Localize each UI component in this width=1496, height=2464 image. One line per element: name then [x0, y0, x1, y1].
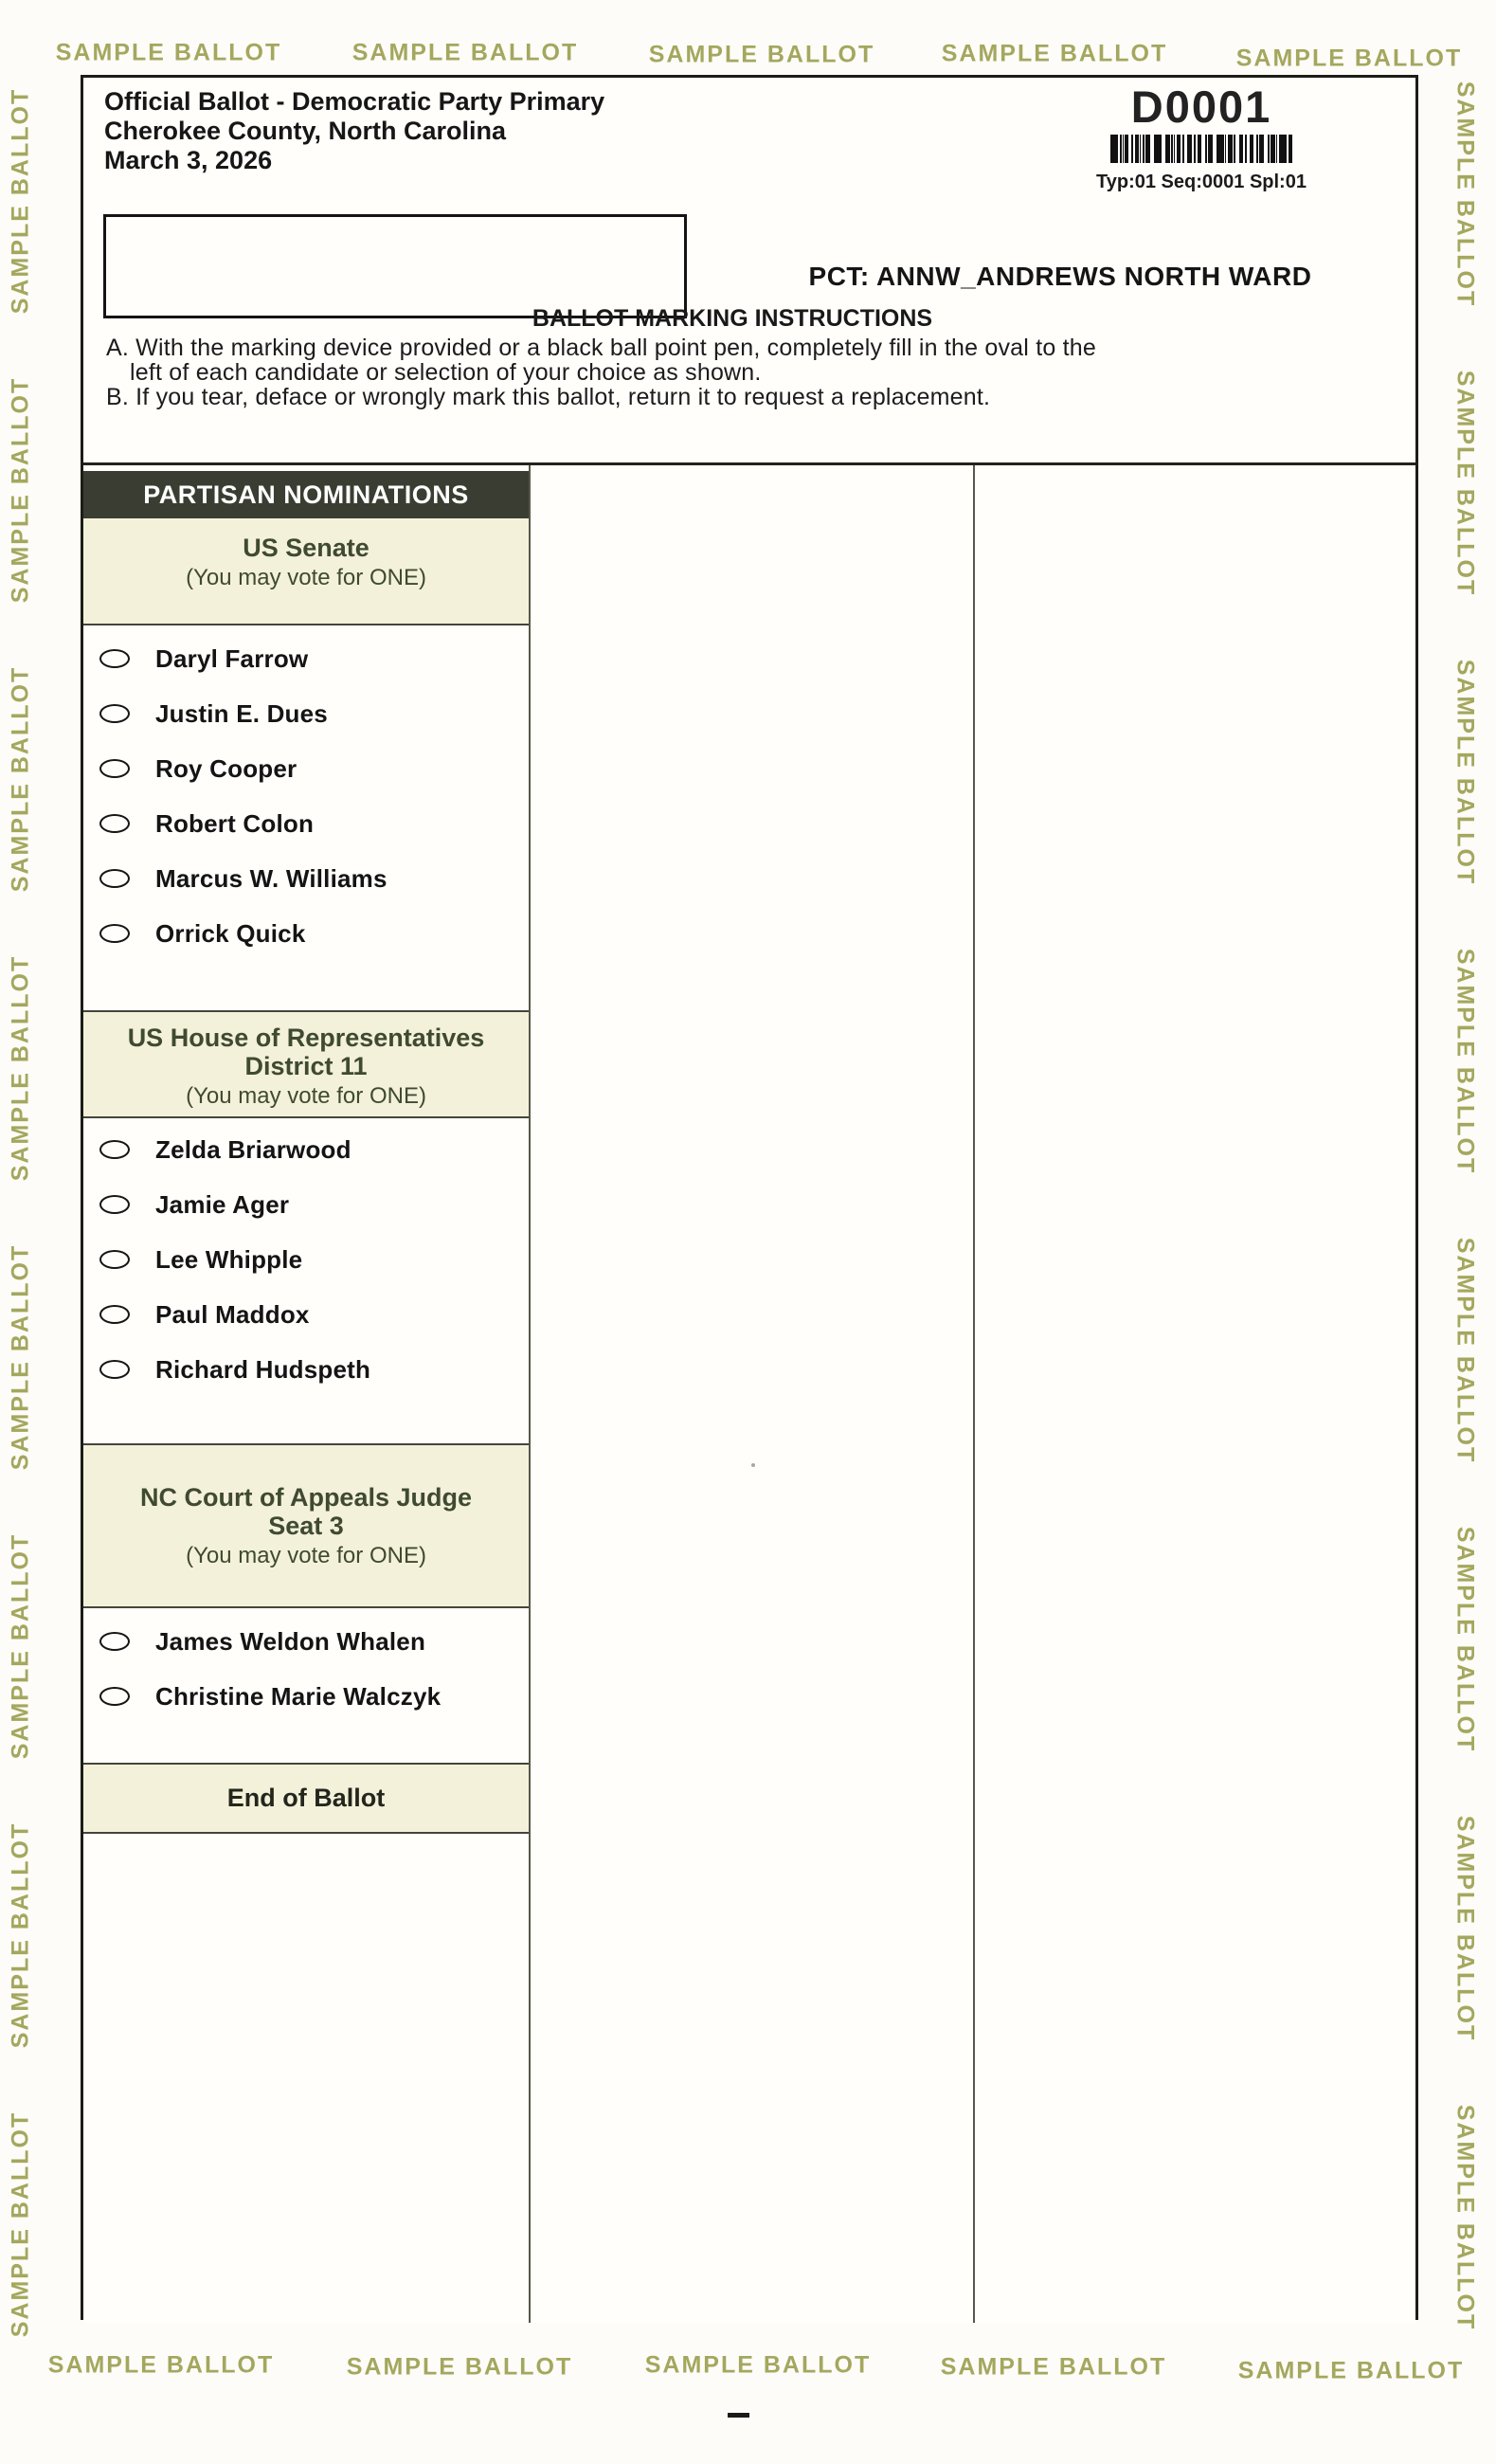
sample-ballot-watermark: SAMPLE BALLOT — [1451, 948, 1479, 1175]
vote-for-note: (You may vote for ONE) — [186, 565, 426, 590]
type-seq-split-line: Typ:01 Seq:0001 Spl:01 — [1096, 172, 1307, 192]
sample-ballot-watermark: SAMPLE BALLOT — [47, 2351, 275, 2379]
contest-header — [83, 1445, 529, 1608]
vote-for-note: (You may vote for ONE) — [186, 1083, 426, 1109]
vote-oval[interactable] — [99, 1632, 130, 1651]
candidate-row — [83, 1287, 529, 1342]
contest-title: Seat 3 — [268, 1512, 344, 1540]
sample-ballot-watermark: SAMPLE BALLOT — [1451, 370, 1479, 597]
sample-ballot-watermark: SAMPLE BALLOT — [7, 954, 34, 1182]
candidate-name: Robert Colon — [155, 808, 315, 838]
candidate-row — [83, 1342, 529, 1397]
ballot-outer-box — [81, 75, 1418, 2320]
candidate-name: Roy Cooper — [155, 753, 297, 783]
candidate-name: James Weldon Whalen — [155, 1626, 426, 1656]
candidate-row — [83, 796, 529, 851]
sample-ballot-watermark: SAMPLE BALLOT — [1237, 2357, 1465, 2384]
contest-column-empty-area — [83, 1834, 529, 2323]
candidate-name: Lee Whipple — [155, 1244, 303, 1274]
vote-oval[interactable] — [99, 1140, 130, 1159]
ballot-title-line-3: March 3, 2026 — [104, 146, 273, 174]
sample-ballot-watermark: SAMPLE BALLOT — [644, 2351, 872, 2379]
candidate-list — [83, 1608, 529, 1765]
sample-ballot-watermark: SAMPLE BALLOT — [7, 1243, 34, 1471]
vote-oval[interactable] — [99, 1250, 130, 1269]
sample-ballot-watermark: SAMPLE BALLOT — [7, 665, 34, 893]
sample-ballot-watermark: SAMPLE BALLOT — [1235, 45, 1463, 72]
candidate-row — [83, 1232, 529, 1287]
candidate-row — [83, 906, 529, 961]
sample-ballot-watermark: SAMPLE BALLOT — [941, 40, 1168, 67]
sample-ballot-watermark: SAMPLE BALLOT — [1451, 1815, 1479, 2042]
contest-title: US Senate — [243, 534, 369, 562]
contest-title: NC Court of Appeals Judge — [139, 1483, 472, 1512]
sample-ballot-watermark: SAMPLE BALLOT — [1451, 1526, 1479, 1753]
candidate-name: Zelda Briarwood — [155, 1134, 351, 1164]
candidate-row — [83, 631, 529, 686]
sample-ballot-watermark: SAMPLE BALLOT — [1451, 659, 1479, 886]
vote-oval[interactable] — [99, 649, 130, 668]
ballot-title-line-1: Official Ballot - Democratic Party Primary — [104, 87, 605, 116]
candidate-list — [83, 1118, 529, 1445]
vote-oval[interactable] — [99, 704, 130, 723]
ballot-title-block — [104, 87, 604, 175]
sample-ballot-watermark: SAMPLE BALLOT — [7, 87, 34, 315]
sample-ballot-watermark: SAMPLE BALLOT — [7, 1532, 34, 1760]
vote-oval[interactable] — [99, 869, 130, 888]
contest-title: District 11 — [244, 1052, 368, 1080]
scan-speck — [751, 1463, 755, 1467]
sample-ballot-watermark: SAMPLE BALLOT — [1451, 2104, 1479, 2331]
candidate-row — [83, 741, 529, 796]
candidate-row — [83, 686, 529, 741]
precinct-line: PCT: ANNW_ANDREWS NORTH WARD — [808, 262, 1312, 291]
sample-ballot-watermark: SAMPLE BALLOT — [351, 39, 579, 66]
sample-ballot-watermark: SAMPLE BALLOT — [7, 376, 34, 604]
ballot-title-line-2: Cherokee County, North Carolina — [104, 117, 507, 145]
candidate-name: Paul Maddox — [155, 1299, 310, 1329]
voter-label-box — [103, 214, 687, 318]
sample-ballot-watermark: SAMPLE BALLOT — [1451, 81, 1479, 308]
candidate-row — [83, 1122, 529, 1177]
end-of-ballot-bar — [83, 1765, 529, 1834]
vote-oval[interactable] — [99, 814, 130, 833]
candidate-row — [83, 1669, 529, 1724]
contest-header — [83, 1012, 529, 1118]
instruction-b: B. If you tear, deface or wrongly mark this ballot, return it to request a replacement. — [106, 384, 991, 410]
contest-list — [83, 518, 529, 1765]
sample-ballot-watermark: SAMPLE BALLOT — [7, 2111, 34, 2338]
end-of-ballot-label: End of Ballot — [226, 1784, 386, 1812]
vote-oval[interactable] — [99, 1195, 130, 1214]
candidate-name: Orrick Quick — [155, 918, 306, 948]
sample-ballot-watermark: SAMPLE BALLOT — [940, 2353, 1167, 2381]
sample-ballot-watermark: SAMPLE BALLOT — [7, 1821, 34, 2049]
candidate-row — [83, 1177, 529, 1232]
contest-column — [83, 465, 531, 2323]
ballot-header — [83, 78, 1415, 462]
barcode — [1110, 135, 1292, 163]
candidate-name: Christine Marie Walczyk — [155, 1681, 442, 1711]
candidate-name: Justin E. Dues — [155, 698, 328, 728]
partisan-nominations-header — [83, 471, 529, 518]
candidate-name: Marcus W. Williams — [155, 863, 388, 893]
empty-column-middle — [531, 465, 975, 2323]
partisan-nominations-label: PARTISAN NOMINATIONS — [143, 480, 469, 509]
instruction-a-line-2: left of each candidate or selection of your choice as shown. — [130, 359, 762, 386]
candidate-row — [83, 851, 529, 906]
ballot-style-code: D0001 — [1130, 82, 1272, 132]
candidate-name: Jamie Ager — [155, 1189, 290, 1219]
contest-title: US House of Representatives — [127, 1024, 485, 1052]
sample-ballot-watermark: SAMPLE BALLOT — [1451, 1237, 1479, 1464]
candidate-name: Richard Hudspeth — [155, 1354, 371, 1384]
vote-oval[interactable] — [99, 1305, 130, 1324]
vote-oval[interactable] — [99, 924, 130, 943]
contest-header — [83, 518, 529, 625]
instruction-a-line-1: A. With the marking device provided or a black ball point pen, completely fill in the oval to the — [106, 335, 1096, 361]
empty-column-right — [975, 465, 1415, 2323]
sample-ballot-watermark: SAMPLE BALLOT — [648, 41, 875, 68]
page-fold-dash — [728, 2413, 749, 2418]
vote-oval[interactable] — [99, 1360, 130, 1379]
ballot-columns — [83, 462, 1415, 2323]
vote-for-note: (You may vote for ONE) — [186, 1543, 426, 1568]
sample-ballot-watermark: SAMPLE BALLOT — [346, 2353, 573, 2381]
candidate-list — [83, 625, 529, 1012]
candidate-row — [83, 1614, 529, 1669]
ballot-code-block — [993, 83, 1410, 193]
vote-oval[interactable] — [99, 1687, 130, 1706]
vote-oval[interactable] — [99, 759, 130, 778]
candidate-name: Daryl Farrow — [155, 643, 309, 673]
marking-instructions-heading: BALLOT MARKING INSTRUCTIONS — [532, 305, 933, 332]
sample-ballot-watermark: SAMPLE BALLOT — [55, 39, 282, 66]
